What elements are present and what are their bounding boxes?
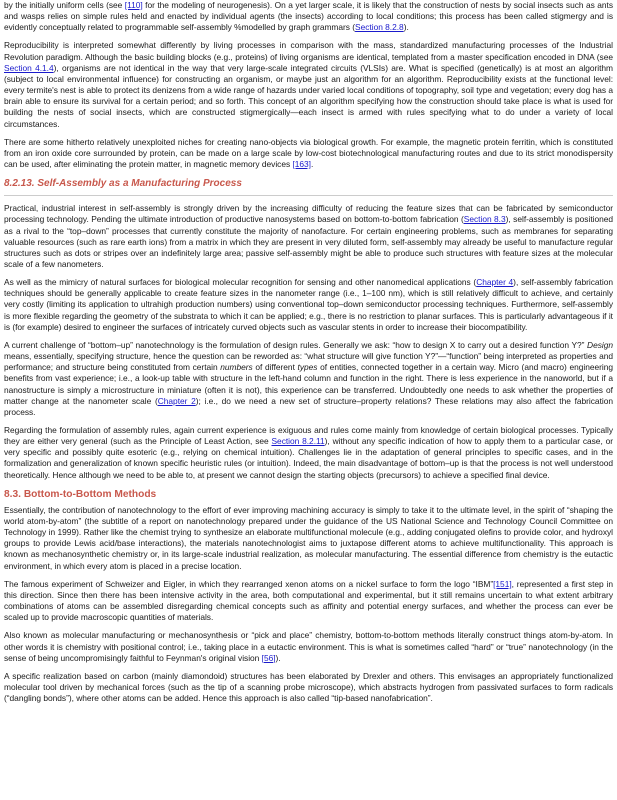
chapter-link-2[interactable]: Chapter 2 [157, 395, 196, 406]
text: Practical, industrial interest in self-assembly is strongly driven by the increasing difficulty of reducing the feature sizes that can be fabricated by semiconductor processing technology. Pending the ultimate introduction of productive nanosystems based on bottom-to-bottom fabrication ( [4, 203, 613, 225]
text: of entities, connected together in a certain way. Micro (and macro) engineering benefits from vast experience; i.e., a look-up table with structure in the left-hand column and function in the right. There is less experience in the nanoworld, but if a nanostructure is simply a microstructure in miniature (often it is not), this experience can be transferred. Undoubtedly one needs to ask whether the properties of matter change at the nanometer scale ( [4, 362, 614, 406]
emphasis-numbers: numbers [220, 362, 253, 373]
section-heading-8-3: 8.3. Bottom-to-Bottom Methods [4, 488, 157, 500]
text: for the modeling of neurogenesis). On a yet larger scale, it is likely that the construction of nests by social insects such as ants and wasps relies on simple rules held and enacted by individual agents (the insects) according to local conditions; this process has been called stigmergy and is evidently conceptually related to programmable self-assembly %modelled by graph grammars ( [4, 0, 613, 33]
text: ); i.e., do we need a new set of structure–property relations? These relations may also affect the fabrication process. [4, 395, 613, 417]
text: by the initially uniform cells (see [4, 0, 125, 10]
paragraph-reproducibility [4, 40, 613, 129]
citation-link-151[interactable]: [151] [493, 578, 512, 589]
text: A current challenge of “bottom–up” nanotechnology is the formulation of design rules. Generally we ask: “how to design X to carry out a desired function Y?” [4, 339, 588, 350]
paragraph-mimicry [4, 277, 613, 333]
text: As well as the mimicry of natural surfaces for biological molecular recognition for sensing and other nanomedical applications ( [4, 277, 477, 288]
text: A specific realization based on carbon (mainly diamondoid) structures has been elaborated by Drexler and others. This envisages an appropriately functionalized molecular tool driven by mechanical forces (such as the tip of a scanning probe microscope), which abstracts hydrogen from passivated surfaces to form radicals (“dangling bonds”), where other atoms can be added. Hence this approach is also called “tip-based nanofabrication”. [4, 670, 613, 704]
text: There are some hitherto relatively unexploited niches for creating nano-objects via biological growth. For example, the magnetic protein ferritin, which is constituted from an iron oxide core surrounded by protein, can be made on a large scale by low-cost biotechnological manufacturing routes and due to its strict monodispersity can be used, after eliminating the protein matter, in magnetic memory devices [4, 136, 613, 170]
text: ), organisms are not identical in the way that very large-scale integrated circuits (VLSIs) are. What is specified (genetically) is at most an algorithm (subject to local environmental influence) for constructing an organism, or maybe just an algorithm for an algorithm. Reproducibility exists at the functional level: every termite's nest is able to protect its denizens from a wide range of hazards under varied local conditions of topography, soil type and vegetation; every dog has a brain able to ensure its survival for a certain period; and so forth. This concept of an algorithm specifying how the construction should take place is what is used for building the nests of social insects, which are constructed stigmergically—each insect is armed with rules specifying what to do under a variety of local circumstances. [4, 62, 613, 129]
section-link-8-2-8[interactable]: Section 8.2.8 [355, 22, 404, 33]
paragraph-neurogenesis [4, 0, 613, 33]
text: Essentially, the contribution of nanotechnology to the effort of ever improving machining accuracy is simply to take it to the ultimate level, in the spirit of “shaping the world atom-by-atom” (the subtitle of a report on nanotechnology prepared under the guidance of the US National Science and Technology Council Committee on Technology in 1999). Rather like the chemist trying to synthesize an elaborate multifunctional molecule (e.g., adding conjugated olefins to provide color, and hydroxyl groups to provide Lewis acid/base interactions), the materials nanotechnologist aims to juxtapose different atoms to achieve multifunctionality. This approach is known as mechanosynthetic chemistry or, in its large-scale industrial realization, as molecular manufacturing. The essential difference from chemistry is the eutactic environment, in which every atom is placed in a precise location. [4, 504, 613, 571]
paragraph-industrial-interest [4, 203, 613, 270]
section-link-8-2-11[interactable]: Section 8.2.11 [271, 436, 325, 447]
section-heading-8-2-13: 8.2.13. Self-Assembly as a Manufacturing Process [4, 178, 242, 190]
text: ). [275, 652, 281, 663]
paragraph-diamondoid [4, 671, 613, 704]
document-page [4, 0, 613, 711]
text: of different [252, 362, 298, 373]
paragraph-ferritin [4, 137, 613, 170]
citation-link-56[interactable]: [56] [261, 652, 276, 663]
text: The famous experiment of Schweizer and Eigler, in which they rearranged xenon atoms on a nickel surface to form the logo “IBM” [4, 578, 494, 589]
section-link-8-3[interactable]: Section 8.3 [463, 214, 506, 225]
section-link-4-1-4[interactable]: Section 4.1.4 [4, 62, 54, 73]
text: . [310, 159, 314, 170]
text: , represented a first step in this direction. Since then there has been intensive activity in the area, both computational and experimental, but it still remains uncertain to what extent arbitrary combinations of atoms can be assembled disregarding chemical concepts such as affinity and potential energy surfaces, and whether the process can ever be scaled up to provide macroscopic quantities of materials. [4, 578, 613, 623]
chapter-link-4[interactable]: Chapter 4 [476, 277, 514, 288]
heading-divider [4, 195, 613, 196]
text: Also known as molecular manufacturing or mechanosynthesis or “pick and place” chemistry, bottom-to-bottom methods literally construct things atom-by-atom. In other words it is chemistry with positional control; i.e., taking place in a eutactic environment. This is what is sometimes called “hard” or “true” nanotechnology (in the sense of being uncompromisingly faithful to Feynman's original vision [4, 630, 613, 663]
paragraph-atom-by-atom [4, 505, 613, 572]
citation-link-110[interactable]: [110] [124, 0, 143, 10]
citation-link-163[interactable]: [163] [292, 159, 311, 170]
text: Regarding the formulation of assembly rules, again current experience is exiguous and rules come mainly from knowledge of certain biological processes. Typically they are either very general (such as the Principle of Least Action, see [4, 425, 613, 447]
paragraph-design-rules [4, 340, 613, 418]
text: ), without any specific indication of how to apply them to a particular case, or very specific and possibly quite esoteric (e.g., relying on chemical intuition). Challenges lie in the adaptation of general principles to specific cases, and in the formalization and generalization of known specific heuristic rules (or intuition). Indeed, the main disadvantage of bottom–up is that the process is not well understood theoretically. Hence although we need to be able to, at present we cannot design the starting objects (precursors) to achieve a specified final device. [4, 436, 613, 480]
text: ). [403, 22, 409, 33]
paragraph-assembly-rules [4, 425, 613, 481]
text: ), self-assembly is positioned as a rival to the “top–down” processes that currently constitute the majority of nanofacture. For certain engineering problems, such as membranes for separating valuable resources (such as rare earth ions) from a matrix in which they are present in very diluted form, self-assembly may already be useful to manufacture regular structures such as dots or stripes over an indefinitely large area; passive self-assembly might be able to produce such structures with feature sizes at the molecular scale of a few nanometers. [4, 214, 614, 269]
paragraph-ibm-logo [4, 579, 613, 624]
text: means, essentially, specifying structure, hence the question can be reworded as: “what structure will give function Y?”—“function” being interpreted as properties and performance; and structure being constituted from certain [4, 351, 613, 373]
paragraph-mechanosynthesis [4, 630, 613, 663]
emphasis-types: types [297, 362, 318, 373]
emphasis-design: Design [587, 339, 613, 350]
text: ), self-assembly fabrication techniques should be generally applicable to create feature sizes in the nanometer range (i.e., 1–100 nm), which is still relatively difficult to achieve, and certainly very costly (limiting its application to ultrahigh production numbers) using conventional top–down semiconductor processing techniques. Furthermore, self-assembly is more flexible regarding the geometry of the substrata to which it can be applied; e.g., there is no restriction to planar surfaces. This is particularly advantageous if it is (for example) desired to engineer the surfaces of intricately curved objects such as vascular stents in order to increase their biocompatibility. [4, 277, 613, 332]
text: Reproducibility is interpreted somewhat differently by living processes in comparison with the mass, standardized manufacturing processes of the Industrial Revolution paradigm. Although the basic building blocks (e.g., proteins) of living organisms are identical, templated from a master specification encoded in DNA (see [4, 40, 613, 62]
